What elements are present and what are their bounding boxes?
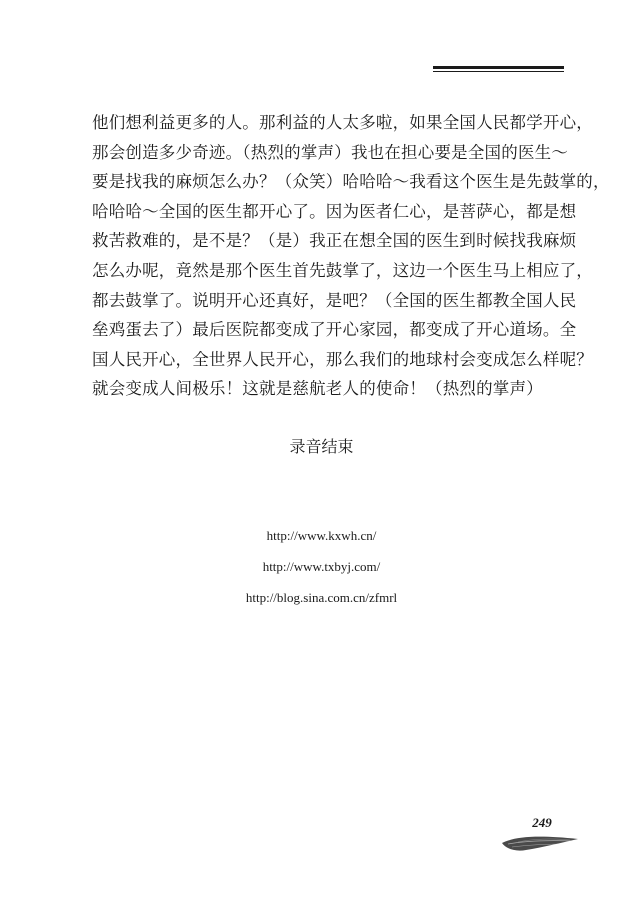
body-line: 垒鸡蛋去了）最后医院都变成了开心家园，都变成了开心道场。全	[92, 320, 577, 340]
body-line: 哈哈哈～全国的医生都开心了。因为医者仁心，是菩萨心，都是想	[92, 201, 577, 221]
body-line: 就会变成人间极乐！这就是慈航老人的使命！（热烈的掌声）	[92, 379, 543, 399]
recording-end-note: 录音结束	[289, 437, 354, 456]
body-line: 都去鼓掌了。说明开心还真好，是吧？（全国的医生都教全国人民	[92, 290, 577, 310]
body-line: 要是找我的麻烦怎么办？（众笑）哈哈哈～我看这个医生是先鼓掌的，	[92, 172, 610, 192]
page-number: 249	[532, 815, 552, 830]
link-list	[0, 520, 643, 613]
body-line: 救苦救难的，是不是？（是）我正在想全国的医生到时候找我麻烦	[92, 231, 577, 251]
body-line: 他们想利益更多的人。那利益的人太多啦，如果全国人民都学开心，	[92, 113, 593, 132]
body-line: 怎么办呢，竟然是那个医生首先鼓掌了，这边一个医生马上相应了，	[92, 260, 593, 280]
brush-stroke-icon	[500, 832, 580, 854]
link-sina-blog[interactable]: http://blog.sina.com.cn/zfmrl	[245, 590, 398, 605]
header-rule-thick	[433, 66, 564, 69]
body-paragraph	[92, 108, 610, 404]
header-rule-thin	[433, 71, 564, 72]
body-line: 国人民开心，全世界人民开心，那么我们的地球村会变成怎么样呢？	[92, 349, 593, 369]
body-line: 那会创造多少奇迹。（热烈的掌声）我也在担心要是全国的医生～	[92, 142, 569, 162]
link-txbyj[interactable]: http://www.txbyj.com/	[262, 559, 381, 574]
link-kxwh[interactable]: http://www.kxwh.cn/	[266, 528, 377, 543]
